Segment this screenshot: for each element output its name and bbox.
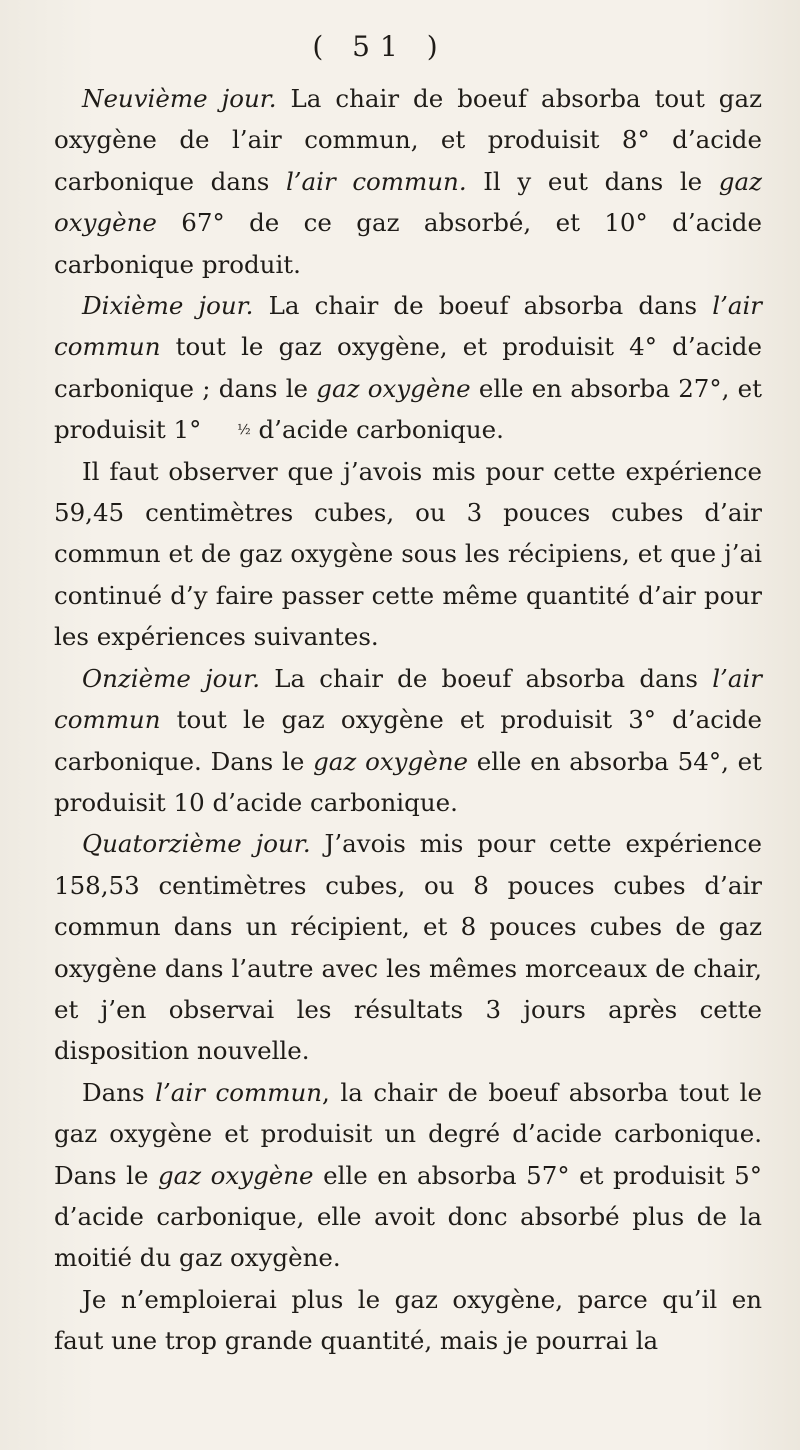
italic-term: l’air commun	[54, 663, 762, 735]
page-body	[54, 78, 762, 1362]
paragraph-text: Dans	[82, 1077, 156, 1107]
paragraph-text: Je n’emploierai plus le gaz oxygène, parce qu’il en faut une trop grande quantité, mais je pourrai la	[54, 1284, 762, 1356]
paragraph-conclusion	[54, 1279, 762, 1362]
fraction-half: ½	[237, 422, 251, 439]
day-heading: Neuvième jour.	[82, 84, 277, 113]
italic-term: l’air commun	[155, 1077, 323, 1107]
paragraph-ninth-day	[54, 78, 762, 285]
paragraph-text: La chair de boeuf absorba dans	[259, 663, 713, 693]
paragraph-tenth-day	[54, 285, 762, 451]
paragraph-eleventh-day	[54, 658, 762, 824]
italic-term: l’air commun	[54, 291, 763, 362]
paragraph-text: elle en absorba 54°, et produisit 10 d’acide carbonique.	[54, 746, 763, 817]
paragraph-fourteenth-day	[54, 823, 762, 1071]
day-heading: Quatorzième jour.	[82, 829, 311, 859]
italic-term: gaz oxygène	[313, 746, 468, 776]
paragraph-text: Il faut observer que j’avois mis pour cette expérience 59,45 centimètres cubes, ou 3 pouces cubes d’air commun et de gaz oxygène sous les récipiens, et que j’ai continué d’y faire passer cette même quantité d’air pour les expériences suivantes.	[54, 456, 762, 652]
page-number: ( 51 )	[312, 30, 448, 63]
day-heading: Onzième jour.	[82, 663, 260, 693]
italic-term: l’air commun.	[285, 166, 467, 196]
paragraph-text: elle en absorba 57° et produisit 5° d’acide carbonique, elle avoit donc absorbé plus de la moitié du gaz oxygène.	[54, 1160, 763, 1273]
paragraph-results	[54, 1072, 762, 1279]
paragraph-text: d’acide carbonique.	[250, 415, 504, 445]
paragraph-observation	[54, 451, 762, 658]
paragraph-text: Il y eut dans le	[466, 166, 719, 196]
paragraph-text: 67° de ce gaz absorbé, et 10° d’acide carbonique produit.	[54, 208, 762, 279]
italic-term: gaz oxygène	[316, 373, 471, 403]
paragraph-text: J’avois mis pour cette expérience 158,53 centimètres cubes, ou 8 pouces cubes d’air commun dans un récipient, et 8 pouces cubes de gaz oxygène dans l’autre avec les mêmes morceaux de chair, et j’en observai les résultats 3 jours après cette disposition nouvelle.	[54, 829, 762, 1066]
italic-term: gaz oxygène	[54, 166, 762, 238]
paragraph-text: La chair de boeuf absorba dans	[253, 291, 713, 321]
italic-term: gaz oxygène	[157, 1160, 314, 1190]
paragraph-text: tout le gaz oxygène et produisit 3° d’acide carbonique. Dans le	[54, 705, 762, 776]
paragraph-text: La chair de boeuf absorba tout gaz oxygène de l’air commun, et produisit 8° d’acide carbonique dans	[54, 84, 762, 196]
paragraph-text: , la chair de boeuf absorba tout le gaz oxygène et produisit un degré d’acide carbonique. Dans le	[54, 1077, 762, 1190]
day-heading: Dixième jour.	[82, 291, 254, 321]
paragraph-text: tout le gaz oxygène, et produisit 4° d’acide carbonique ; dans le	[54, 332, 762, 403]
paragraph-text: elle en absorba 27°, et produisit 1°	[54, 373, 763, 445]
